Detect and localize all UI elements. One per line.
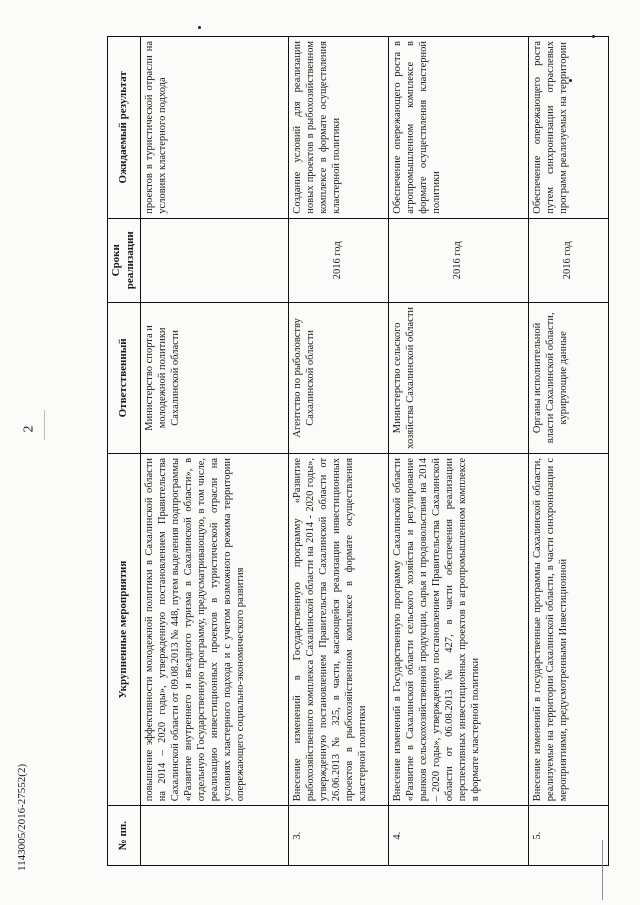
row-responsible: Органы исполнительной власти Сахалинской области, курирующие данные [528, 302, 608, 453]
row-event: Внесение изменений в Государственную программу Сахалинской области «Развитие в Сахалинской области сельского хозяйства и регулирование рынков сельскохозяйственной продукции, сырья и продовольствия на 2014 – 2020 годы», утвержденную постановлением Правительства Сахалинской области от 06.08.2013 № 427, в части обеспечения реализации перспективных инвестиционных проектов в агропромышленном комплексе в формате кластерной политики [388, 453, 528, 805]
scan-edge-line [602, 840, 603, 900]
row-term: 2016 год [288, 218, 388, 302]
row-responsible: Министерство сельского хозяйства Сахалинской области [388, 302, 528, 453]
document-id: 1143005/2016-27552(2) [16, 763, 28, 871]
header-responsible: Ответственный [108, 302, 141, 453]
row-term: 2016 год [388, 218, 528, 302]
row-event: повышение эффективности молодежной политики в Сахалинской области на 2014 – 2020 годы», утвержденную постановлением Правительства Сахалинской области от 09.08.2013 № 448, путем выделения подпрограммы «Развитие внутреннего и въездного туризма в Сахалинской области», в отдельную Государственную программу, предусматривающую, в том числе, реализацию инвестиционных проектов в туристической отрасли на условиях кластерного подхода и с учетом возможного режима территории опережающего социально-экономического развития [140, 453, 288, 805]
header-result: Ожидаемый результат [108, 37, 141, 219]
row-event: Внесение изменений в Государственную программу «Развитие рыбохозяйственного комплекса Сахалинской области на 2014 - 2020 годы», утвержденную постановлением Правительства Сахалинской области от 26.06.2013 № 325, в части, касающейся реализации инвестиционных проектов в рыбохозяйственном комплексе в формате осуществления кластерной политики [288, 453, 388, 805]
row-num: 3. [288, 806, 388, 866]
header-num: № пп. [108, 806, 141, 866]
row-result: Создание условий для реализации новых проектов в рыбохозяйственном комплексе в формате осуществления кластерной политики [288, 37, 388, 219]
row-event: Внесение изменений в государственные программы Сахалинской области, реализуемые на территории Сахалинской области, в части синхронизации с мероприятиями, предусмотренными Инвестиционной [528, 453, 608, 805]
scan-speck [198, 26, 201, 29]
scan-edge-line [44, 410, 45, 440]
scan-speck [569, 79, 572, 82]
row-term [140, 218, 288, 302]
table-row [140, 37, 288, 866]
table-row [388, 37, 528, 866]
row-term: 2016 год [528, 218, 608, 302]
table-header-row [108, 37, 141, 866]
header-event: Укрупненные мероприятия [108, 453, 141, 805]
row-responsible: Министерство спорта и молодежной политики Сахалинской области [140, 302, 288, 453]
row-result: Обеспечение опережающего роста в агропромышленном комплексе в формате осуществления кластерной политики [388, 37, 528, 219]
table-row [288, 37, 388, 866]
row-num [140, 806, 288, 866]
table-row [528, 37, 608, 866]
row-result: Обеспечение опережающего роста путем синхронизации отраслевых программ реализуемых на территории [528, 37, 608, 219]
table-container [107, 36, 607, 866]
row-responsible: Агентство по рыболовству Сахалинской области [288, 302, 388, 453]
page-number: 2 [21, 425, 37, 433]
row-num: 4. [388, 806, 528, 866]
row-num: 5. [528, 806, 608, 866]
scan-speck [592, 35, 595, 38]
header-term: Сроки реализации [108, 218, 141, 302]
row-result: проектов в туристической отрасли на условиях кластерного подхода [140, 37, 288, 219]
measures-table [107, 36, 609, 866]
